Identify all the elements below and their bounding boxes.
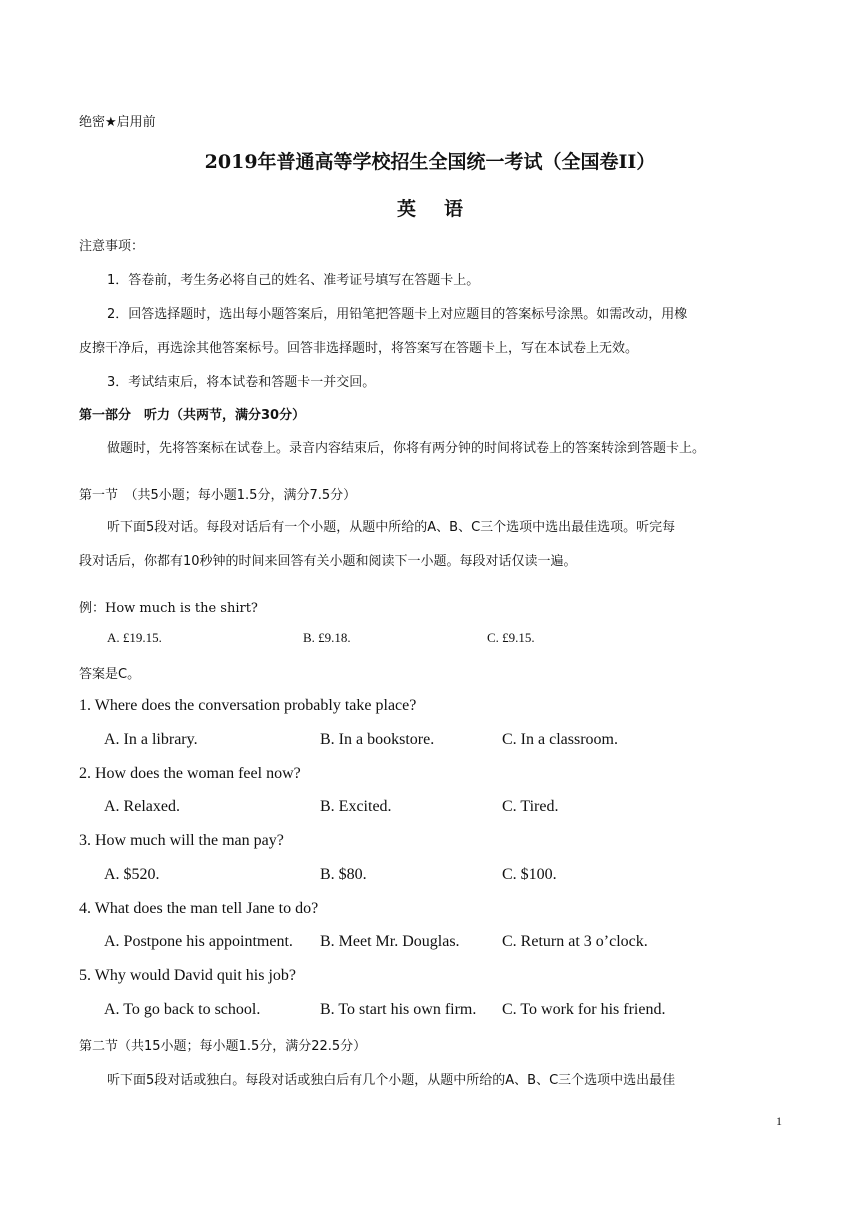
part1-instruction: 做题时，先将答案标在试卷上。录音内容结束后，你将有两分钟的时间将试卷上的答案转涂到答题卡上。 xyxy=(107,441,706,456)
q1-option-b: B. In a bookstore. xyxy=(320,731,435,748)
part1-heading: 第一部分 听力（共两节，满分30分） xyxy=(79,408,306,423)
notice-item-2-cont: 皮擦干净后，再选涂其他答案标号。回答非选择题时，将答案写在答题卡上，写在本试卷上无效。 xyxy=(79,341,639,356)
question-1: 1. Where does the conversation probably take place? xyxy=(79,697,417,714)
example-question: 例：How much is the shirt? xyxy=(79,601,258,616)
question-3: 3. How much will the man pay? xyxy=(79,832,284,849)
q3-option-c: C. $100. xyxy=(502,866,557,883)
q3-option-a: A. $520. xyxy=(104,866,160,883)
q2-option-c: C. Tired. xyxy=(502,798,559,815)
q2-option-a: A. Relaxed. xyxy=(104,798,180,815)
exam-title: 2019年普通高等学校招生全国统一考试（全国卷II） xyxy=(204,151,656,173)
q4-option-a: A. Postpone his appointment. xyxy=(104,933,293,950)
page-number: 1 xyxy=(776,1114,782,1128)
example-answer: 答案是C。 xyxy=(79,667,141,682)
section1-instruction-2: 段对话后，你都有10秒钟的时间来回答有关小题和阅读下一小题。每段对话仅读一遍。 xyxy=(79,554,577,569)
example-option-c: C. £9.15. xyxy=(487,630,535,645)
q2-option-b: B. Excited. xyxy=(320,798,392,815)
example-option-a: A. £19.15. xyxy=(107,630,162,645)
q5-option-b: B. To start his own firm. xyxy=(320,1001,477,1018)
confidential-mark: 绝密★启用前 xyxy=(79,115,156,130)
notice-item-2: 2．回答选择题时，选出每小题答案后，用铅笔把答题卡上对应题目的答案标号涂黑。如需改动，用橡 xyxy=(107,307,688,322)
notice-item-1: 1．答卷前，考生务必将自己的姓名、准考证号填写在答题卡上。 xyxy=(107,273,480,288)
subject-title: 英语 xyxy=(396,198,491,220)
q4-option-c: C. Return at 3 o’clock. xyxy=(502,933,648,950)
q4-option-b: B. Meet Mr. Douglas. xyxy=(320,933,460,950)
question-2: 2. How does the woman feel now? xyxy=(79,765,301,782)
q5-option-a: A. To go back to school. xyxy=(104,1001,261,1018)
q1-option-c: C. In a classroom. xyxy=(502,731,618,748)
question-5: 5. Why would David quit his job? xyxy=(79,967,297,984)
question-4: 4. What does the man tell Jane to do? xyxy=(79,900,319,917)
q1-option-a: A. In a library. xyxy=(104,731,198,748)
notice-heading: 注意事项： xyxy=(79,239,145,254)
q5-option-c: C. To work for his friend. xyxy=(502,1001,666,1018)
section1-heading: 第一节 （共5小题；每小题1.5分，满分7.5分） xyxy=(79,488,357,503)
example-option-b: B. £9.18. xyxy=(303,630,351,645)
section2-instruction: 听下面5段对话或独白。每段对话或独白后有几个小题，从题中所给的A、B、C三个选项中选出最佳 xyxy=(107,1073,676,1088)
section1-instruction-1: 听下面5段对话。每段对话后有一个小题，从题中所给的A、B、C三个选项中选出最佳选项。听完每 xyxy=(107,520,676,535)
q3-option-b: B. $80. xyxy=(320,866,367,883)
notice-item-3: 3．考试结束后，将本试卷和答题卡一并交回。 xyxy=(107,375,376,390)
section2-heading: 第二节（共15小题；每小题1.5分，满分22.5分） xyxy=(79,1039,367,1054)
